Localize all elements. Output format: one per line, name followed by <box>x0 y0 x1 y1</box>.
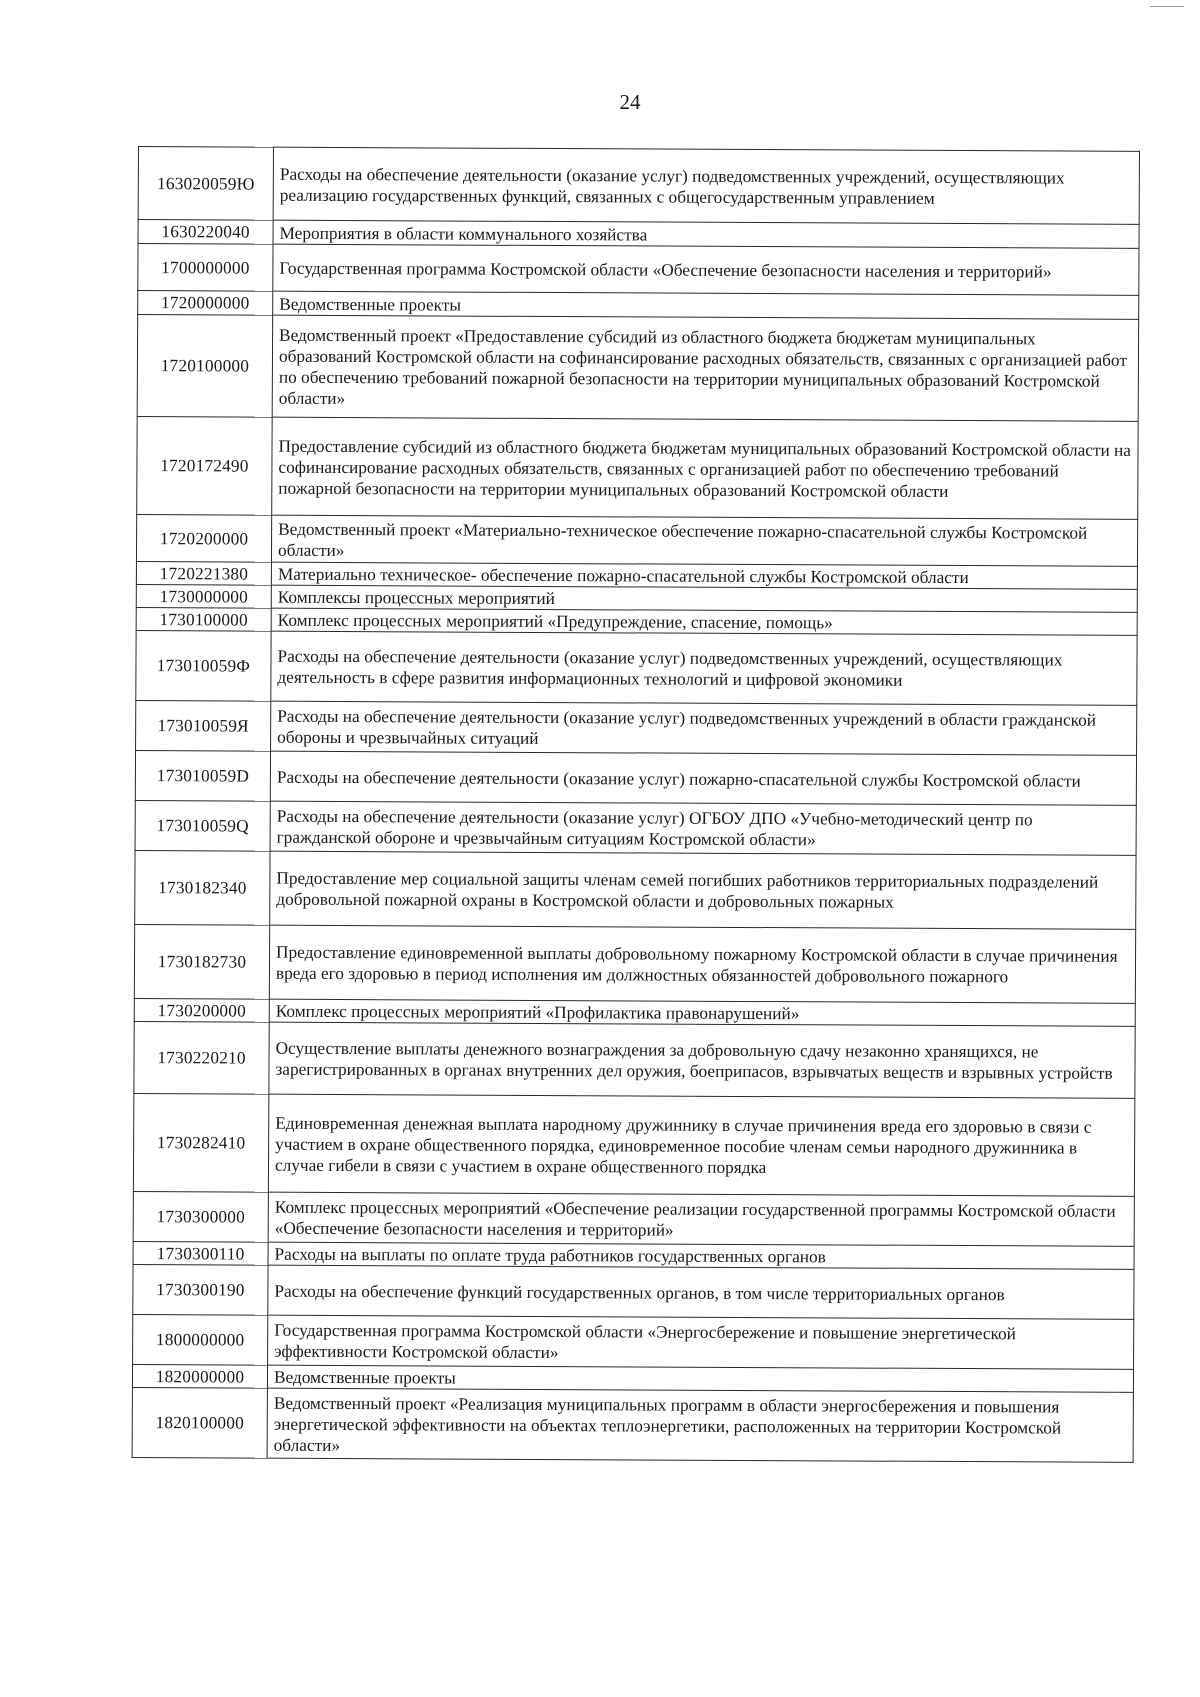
row-code: 1730100000 <box>136 607 271 631</box>
row-code: 1730220210 <box>134 1021 269 1094</box>
table-row <box>137 416 1138 519</box>
row-code: 173010059Q <box>135 800 270 851</box>
table-row <box>133 1191 1134 1246</box>
row-code: 173010059Я <box>136 700 271 751</box>
row-description: Ведомственный проект «Материально-техническое обеспечение пожарно-спасательной службы Костромской области» <box>271 515 1137 566</box>
row-code: 1720100000 <box>137 315 272 418</box>
table-row <box>137 315 1138 422</box>
page-number: 24 <box>619 90 641 114</box>
row-code: 1730000000 <box>136 584 271 608</box>
row-description: Государственная программа Костромской области «Обеспечение безопасности населения и территорий» <box>273 244 1139 295</box>
table-row <box>135 800 1136 855</box>
row-description: Материально техническое- обеспечение пожарно-спасательной службы Костромской области <box>271 562 1137 589</box>
table-row <box>138 147 1139 225</box>
table-row <box>135 850 1136 929</box>
row-code: 1720200000 <box>136 514 271 562</box>
row-code: 1720000000 <box>138 291 273 316</box>
row-code: 1730300000 <box>133 1191 268 1242</box>
table-row <box>135 750 1136 805</box>
row-code: 173010059Ф <box>136 630 271 701</box>
row-description: Осуществление выплаты денежного вознаграждения за добровольную сдачу незаконно хранящихся, не зарегистрированных в органах внутренних дел оружия, боеприпасов, взрывчатых веществ и взрывных устройств <box>269 1022 1135 1098</box>
table-row <box>134 1021 1135 1098</box>
row-code: 163020059Ю <box>138 147 273 221</box>
row-code: 1730200000 <box>134 998 269 1022</box>
row-code: 173010059D <box>135 750 270 801</box>
row-description: Предоставление мер социальной защиты членам семей погибших работников территориальных подразделений добровольной пожарной охраны в Костромской области и добровольных пожарных <box>270 851 1136 929</box>
row-description: Ведомственный проект «Реализация муниципальных программ в области энергосбережения и повышения энергетической эффективности на объектах теплоэнергетики, расположенных на территории Костромской области» <box>267 1388 1133 1462</box>
row-code: 1720221380 <box>136 561 271 585</box>
row-code: 1730282410 <box>133 1093 268 1192</box>
row-code: 1700000000 <box>138 244 273 292</box>
table-row <box>133 1264 1134 1319</box>
row-description: Комплекс процессных мероприятий «Обеспечение реализации государственной программы Костромской области «Обеспечение безопасности населения и территорий» <box>268 1192 1134 1246</box>
row-description: Расходы на обеспечение деятельности (оказание услуг) подведомственных учреждений, осуществляющих реализацию государственных функций, связанных с общегосударственным управлением <box>273 147 1139 224</box>
row-code: 1820000000 <box>132 1364 267 1388</box>
row-code: 1730300190 <box>133 1264 268 1315</box>
table-row <box>133 1093 1134 1196</box>
row-code: 1730182730 <box>134 924 269 999</box>
row-description: Ведомственные проекты <box>273 291 1139 319</box>
scan-edge-mark <box>1150 6 1184 7</box>
row-description: Расходы на обеспечение деятельности (оказание услуг) подведомственных учреждений, осуществляющих деятельность в сфере развития информационных технологий и цифровой экономики <box>271 631 1137 705</box>
row-description: Комплекс процессных мероприятий «Профилактика правонарушений» <box>269 999 1135 1026</box>
row-code: 1820100000 <box>132 1387 267 1458</box>
row-description: Предоставление субсидий из областного бюджета бюджетам муниципальных образований Костромской области на софинансирование расходных обязательств, связанных с организацией работ по обеспечению требований пожарной безопасности на территории муниципальных образований Костромской области <box>272 417 1138 519</box>
row-description: Ведомственные проекты <box>267 1365 1133 1392</box>
row-description: Расходы на обеспечение функций государственных органов, в том числе территориальных органов <box>268 1265 1134 1319</box>
row-code: 1800000000 <box>133 1314 268 1365</box>
row-description: Государственная программа Костромской области «Энергосбережение и повышение энергетической эффективности Костромской области» <box>268 1315 1134 1369</box>
row-description: Ведомственный проект «Предоставление субсидий из областного бюджета бюджетам муниципальных образований Костромской области на софинансирование расходных обязательств, связанных с организацией работ по обеспечению требований пожарной безопасности на территории муниципальных образований Костромской области» <box>272 315 1138 421</box>
row-description: Единовременная денежная выплата народному дружиннику в случае причинения вреда его здоровью в связи с участием в охране общественного порядка, единовременное пособие членам семьи народного дружинника в случае гибели в связи с участием в охране общественного порядка <box>268 1094 1134 1196</box>
table-row <box>136 514 1137 566</box>
table-row <box>134 924 1135 1003</box>
row-description: Расходы на обеспечение деятельности (оказание услуг) пожарно-спасательной службы Костромской области <box>270 751 1136 805</box>
table-row <box>133 1314 1134 1369</box>
row-description: Мероприятия в области коммунального хозяйства <box>273 220 1139 248</box>
row-code: 1630220040 <box>138 220 273 245</box>
table-row <box>136 630 1137 705</box>
row-description: Предоставление единовременной выплаты добровольному пожарному Костромской области в случае причинения вреда его здоровью в период исполнения им должностных обязанностей добровольного пожарного <box>269 925 1135 1003</box>
row-description: Комплексы процессных мероприятий <box>271 585 1137 612</box>
row-description: Расходы на обеспечение деятельности (оказание услуг) ОГБОУ ДПО «Учебно-методический центр по гражданской обороне и чрезвычайным ситуациям Костромской области» <box>270 801 1136 855</box>
budget-classification-table <box>132 146 1140 1463</box>
row-code: 1720172490 <box>137 416 272 515</box>
row-description: Комплекс процессных мероприятий «Предупреждение, спасение, помощь» <box>271 608 1137 635</box>
row-description: Расходы на выплаты по оплате труда работников государственных органов <box>268 1242 1134 1269</box>
table-row <box>136 700 1137 755</box>
row-code: 1730182340 <box>135 850 270 925</box>
table-row <box>138 244 1139 296</box>
row-code: 1730300110 <box>133 1241 268 1265</box>
row-description: Расходы на обеспечение деятельности (оказание услуг) подведомственных учреждений в области гражданской обороны и чрезвычайных ситуаций <box>271 701 1137 755</box>
table-row <box>132 1387 1133 1462</box>
